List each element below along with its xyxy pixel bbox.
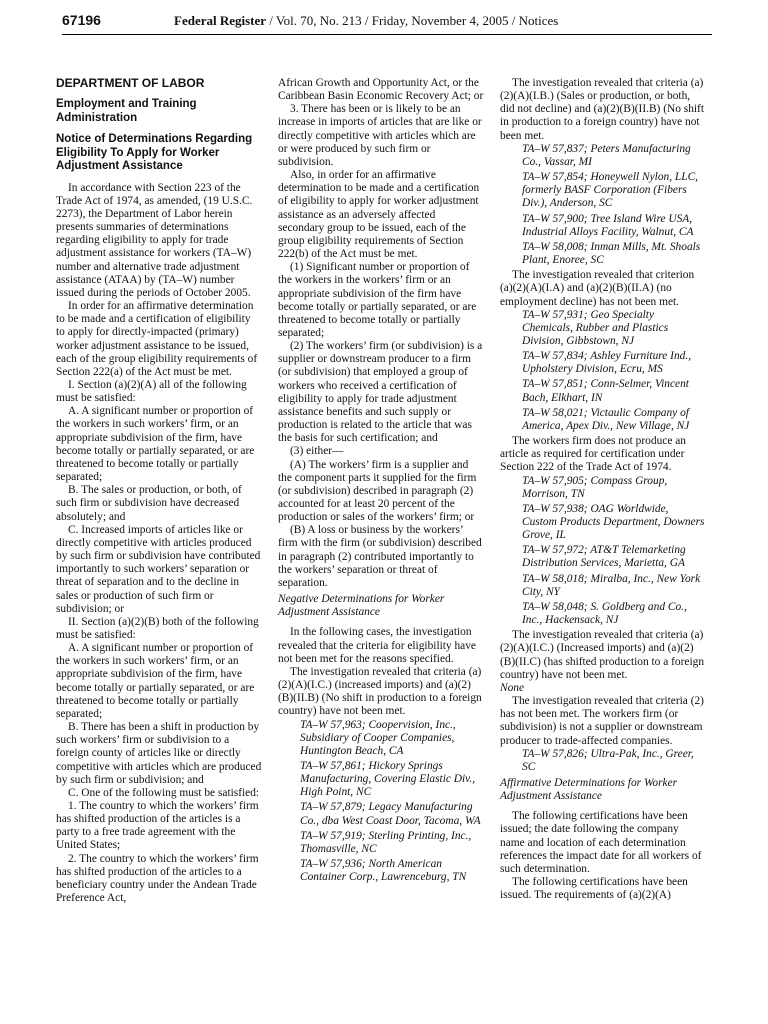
notice-title: Notice of Determinations Regarding Eligibility To Apply for Worker Adjustment Assistance: [56, 133, 253, 173]
paragraph: In order for an affirmative determination to be made and a certification of eligibility to apply for directly-impacted (primary) worker adjustment assistance to be issued, each of the group eligibility requirements of Section 222(a) of the Act must be met.: [56, 300, 258, 378]
case-entry: [500, 350, 706, 376]
case-number: TA–W 58,048;: [522, 600, 591, 613]
case-company: Geo Specialty Chemicals, Rubber and Plastics Division, Gibbstown, NJ: [522, 308, 669, 347]
case-entry: [500, 503, 706, 542]
case-number: TA–W 57,938;: [522, 502, 591, 515]
paragraph: (A) The workers’ firm is a supplier and the component parts it supplied for the firm (or subdivision) described in paragraph (2) accounted for at least 20 percent of the production or sales of the workers’ firm; or: [278, 458, 477, 524]
case-entry: [500, 573, 706, 599]
case-number: TA–W 57,905;: [522, 474, 591, 487]
case-entry: [500, 241, 706, 267]
paragraph: The workers firm does not produce an article as required for certification under Section 222 of the Trade Act of 1974.: [500, 435, 686, 474]
paragraph: The investigation revealed that criteria (2) has not been met. The workers firm (or subdivision) is not a supplier or downstream producer to trade-affected companies.: [500, 695, 704, 747]
running-head: [174, 13, 558, 29]
case-company: Victaulic Company of America, Apex Div., New Village, NJ: [522, 406, 690, 432]
paragraph: I. Section (a)(2)(A) all of the following must be satisfied:: [56, 379, 247, 405]
paragraph: The investigation revealed that criteria (a)(2)(A)(I.C.) (Increased imports) and (a)(2)(B)(II.C) (has shifted production to a foreign country) have not been met.: [500, 629, 705, 681]
case-company: Legacy Manufacturing Co., dba West Coast Door, Tacoma, WA: [300, 801, 481, 827]
case-number: TA–W 58,021;: [522, 406, 591, 419]
paragraph: II. Section (a)(2)(B) both of the following must be satisfied:: [56, 615, 259, 641]
case-entry: [500, 748, 706, 774]
page-number: 67196: [62, 12, 101, 28]
paragraph-continued: African Growth and Opportunity Act, or the Caribbean Basin Economic Recovery Act; or: [278, 77, 484, 103]
section-subheading: Affirmative Determinations for Worker Adjustment Assistance: [500, 776, 678, 803]
case-number: TA–W 57,931;: [522, 308, 591, 321]
paragraph: B. There has been a shift in production by such workers’ firm or subdivision to a foreign county of articles like or directly competitive with articles which are produced by such firm or subdivision; and: [56, 721, 262, 786]
paragraph: (3) either—: [290, 445, 344, 458]
paragraph: In accordance with Section 223 of the Trade Act of 1974, as amended, (19 U.S.C. 2273), the Department of Labor herein presents summaries of determinations regarding eligibility to apply for trade adjustment assistance for workers (TA–W) number and alternative trade adjustment assistance (ATAA) by (TA–W) number issued during the periods of October 2005.: [56, 181, 253, 299]
paragraph: (2) The workers’ firm (or subdivision) is a supplier or downstream producer to a firm (or subdivision) that employed a group of workers who received a certification of eligibility to apply for trade adjustment assistance benefits and such supply or production is related to the article that was the basis for such certification; and: [278, 340, 483, 445]
case-number: TA–W 57,834;: [522, 350, 591, 363]
case-entry: [500, 143, 706, 169]
case-number: TA–W 57,919;: [300, 829, 369, 842]
paragraph: 1. The country to which the workers’ firm has shifted production of the articles is a party to a free trade agreement with the United States;: [56, 800, 259, 852]
case-entry: [278, 858, 484, 884]
paragraph: C. One of the following must be satisfied:: [68, 786, 260, 799]
section-subheading: Negative Determinations for Worker Adjustment Assistance: [278, 593, 445, 619]
agency-heading: DEPARTMENT OF LABOR: [56, 76, 205, 90]
case-company: Conn-Selmer, Vincent Bach, Elkhart, IN: [522, 378, 689, 404]
issue-info: / Vol. 70, No. 213 / Friday, November 4, 2005 / Notices: [266, 13, 559, 28]
paragraph: The investigation revealed that criterion (a)(2)(A)(I.A) and (a)(2)(B)(II.A) (no employment decline) has not been met.: [500, 269, 695, 308]
case-entry: [500, 171, 706, 210]
case-company: S. Goldberg and Co., Inc., Hackensack, NJ: [522, 600, 687, 627]
case-number: TA–W 58,018;: [522, 572, 591, 585]
case-number: TA–W 57,861;: [300, 759, 369, 772]
paragraph: (B) A loss or business by the workers’ firm with the firm (or subdivision) described in paragraph (2) contributed importantly to the workers’ separation or threat of separation.: [278, 524, 482, 589]
paragraph: B. The sales or production, or both, of such firm or subdivision have decreased absolutely; and: [56, 484, 242, 523]
paragraph: The following certifications have been issued. The requirements of (a)(2)(A): [500, 876, 688, 902]
case-company: North American Container Corp., Lawrenceburg, TN: [300, 858, 467, 884]
sub-agency-heading: Employment and Training Administration: [56, 98, 197, 124]
column-2: [278, 77, 484, 886]
case-company: OAG Worldwide, Custom Products Department, Downers Grove, IL: [522, 502, 705, 542]
case-entry: [500, 407, 706, 433]
paragraph: A. A significant number or proportion of the workers in such workers’ firm, or an appropriate subdivision of the firm, have become totally or partially separated, or are threatened to become totally or partially separated;: [56, 405, 255, 484]
case-number: TA–W 57,936;: [300, 858, 369, 871]
paragraph: (1) Significant number or proportion of the workers in the workers’ firm or an appropriate subdivision of the firm have become totally or partially separated, or are threatened to become totally or partially separated;: [278, 261, 477, 339]
case-entry: [500, 601, 706, 627]
paragraph: 2. The country to which the workers’ firm has shifted production of the articles to a beneficiary country under the Andean Trade Preference Act,: [56, 852, 259, 905]
case-entry: [278, 830, 484, 856]
case-company: Peters Manufacturing Co., Vassar, MI: [522, 142, 691, 168]
paragraph: Also, in order for an affirmative determination to be made and a certification of eligibility to apply for worker adjustment assistance as an adversely affected secondary group to be issued, each of the group eligibility requirements of Section 222(b) of the Act must be met.: [278, 169, 480, 261]
case-company: Sterling Printing, Inc., Thomasville, NC: [300, 829, 472, 855]
case-entry: [500, 378, 706, 404]
case-number: TA–W 57,826;: [522, 747, 591, 760]
case-number: TA–W 57,900;: [522, 212, 591, 225]
publication-name: Federal Register: [174, 13, 267, 28]
case-company: Ashley Furniture Ind., Upholstery Division, Ecru, MS: [522, 350, 692, 376]
paragraph: The investigation revealed that criteria (a)(2)(A)(I.B.) (Sales or production, or both, did not decline) and (a)(2)(B)(II.B) (No shift in production to a foreign country) have not been met.: [500, 77, 705, 142]
case-company: Compass Group, Morrison, TN: [522, 474, 668, 500]
case-entry: [278, 719, 484, 758]
case-entry: [500, 544, 706, 570]
case-entry: [500, 309, 706, 348]
case-number: TA–W 57,972;: [522, 544, 591, 557]
case-company: Hickory Springs Manufacturing, Covering Elastic Div., High Point, NC: [300, 759, 476, 799]
case-company: Coopervision, Inc., Subsidiary of Cooper Companies, Huntington Beach, CA: [300, 718, 456, 757]
paragraph: 3. There has been or is likely to be an increase in imports of articles that are like or directly competitive with articles which are or were produced by such firm or subdivision.: [278, 103, 482, 168]
case-entry: [500, 213, 706, 239]
case-number: TA–W 57,851;: [522, 378, 591, 391]
paragraph: The following certifications have been issued; the date following the company name and location of each determination references the impact date for all workers of such determination.: [500, 810, 702, 875]
none-note: None: [500, 681, 525, 694]
case-number: TA–W 57,963;: [300, 718, 369, 731]
case-entry: [500, 475, 706, 501]
case-number: TA–W 58,008;: [522, 240, 591, 253]
column-3: [500, 77, 706, 902]
paragraph: A. A significant number or proportion of the workers in such workers’ firm, or an appropriate subdivision of the firm, have become totally or partially separated, or are threatened to become totally or partially separated;: [56, 642, 255, 720]
running-header: [62, 12, 712, 35]
column-1: [56, 77, 262, 905]
case-company: Inman Mills, Mt. Shoals Plant, Enoree, SC: [522, 240, 701, 267]
paragraph: In the following cases, the investigation revealed that the criteria for eligibility have not been met for the reasons specified.: [278, 626, 476, 665]
case-number: TA–W 57,854;: [522, 171, 591, 184]
case-company: Ultra-Pak, Inc., Greer, SC: [522, 747, 694, 773]
case-company: AT&T Telemarketing Distribution Services, Marietta, GA: [522, 544, 686, 570]
case-entry: [278, 760, 484, 799]
paragraph: The investigation revealed that criteria (a)(2)(A)(I.C.) (increased imports) and (a)(2)(B)(II.B) (No shift in production to a foreign country) have not been met.: [278, 665, 482, 718]
case-company: Tree Island Wire USA, Industrial Alloys Facility, Walnut, CA: [522, 212, 694, 238]
case-number: TA–W 57,837;: [522, 142, 591, 155]
case-number: TA–W 57,879;: [300, 801, 369, 814]
paragraph: C. Increased imports of articles like or directly competitive with articles produced by such firm or subdivision have contributed importantly to such workers’ separation or threat of separation and to the decline in sales or production of such firm or subdivision; or: [56, 523, 261, 615]
case-entry: [278, 801, 484, 827]
case-company: Honeywell Nylon, LLC, formerly BASF Corporation (Fibers Div.), Anderson, SC: [522, 171, 699, 210]
case-company: Miralba, Inc., New York City, NY: [522, 572, 701, 598]
